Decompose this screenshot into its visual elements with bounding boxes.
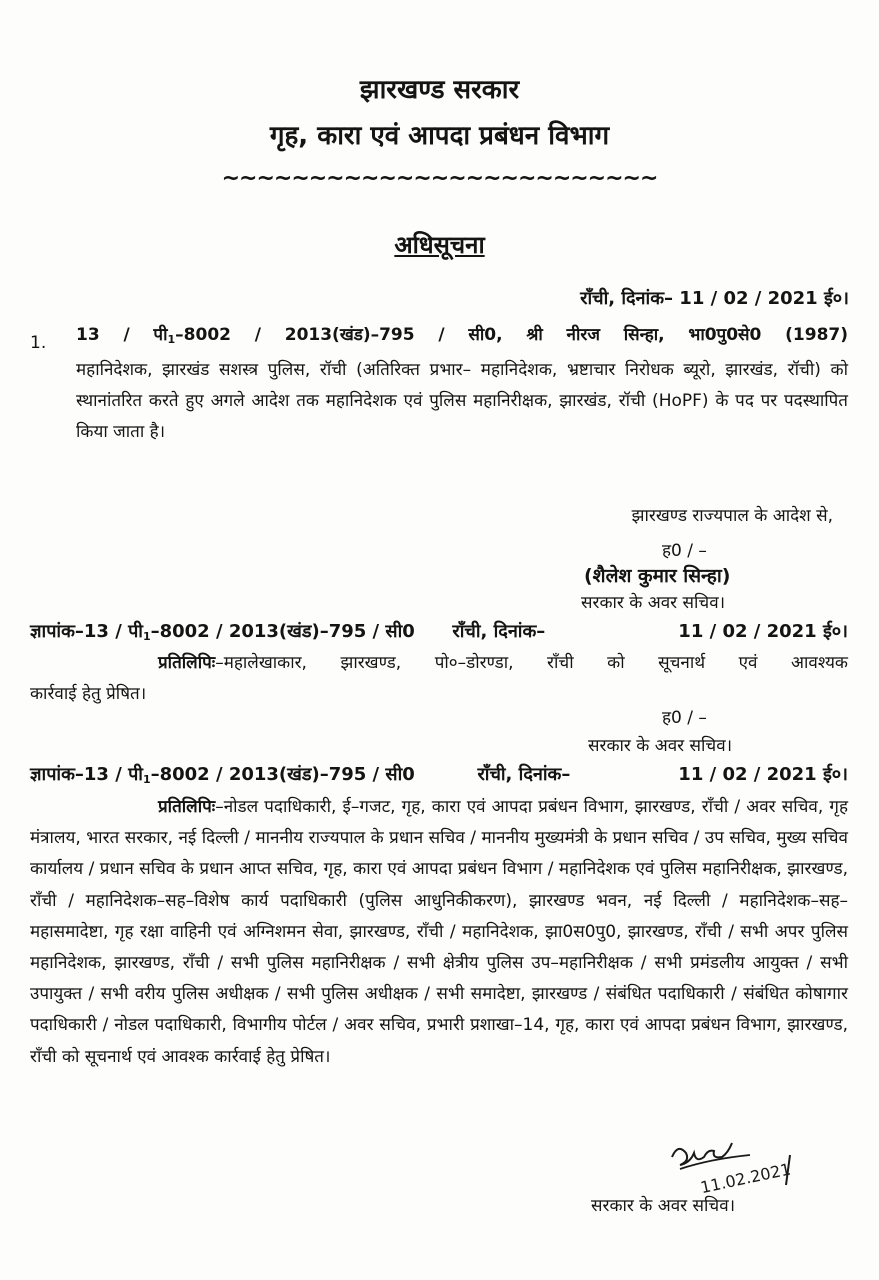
handwritten-date: 11.02.2021 bbox=[698, 1159, 793, 1198]
memo-number: ज्ञापांक–13 / $पी_1-8002$ / 2013(खंड)–795 / सी0 राँची, दिनांक– bbox=[30, 621, 546, 643]
header-separator: ~~~~~~~~~~~~~~~~~~~~~~~~~ bbox=[221, 166, 658, 191]
officer-designation: सरकार के अवर सचिव। bbox=[581, 593, 726, 613]
notification-heading: अधिसूचना bbox=[394, 231, 485, 259]
distribution-list: –नोडल पदाधिकारी, ई–गजट, गृह, कारा एवं आपदा प्रबंधन विभाग, झारखण्ड, राँची / अवर सचिव, गृह मंत्रालय, भारत सरकार, नई दिल्ली / माननीय राज्यपाल के प्रधान सचिव / माननीय मुख्यमंत्री के प्रधान सचिव / उप सचिव, मुख्य सचिव कार्यालय / प्रधान सचिव के प्रधान आप्त सचिव, गृह, कारा एवं आपदा प्रबंधन विभाग / महानिदेशक एवं पुलिस महानिरीक्षक, झारखण्ड, राँची / महानिदेशक–सह–विशेष कार्य पदाधिकारी (पुलिस आधुनिकीकरण), झारखण्ड भवन, नई दिल्ली / महानिदेशक–सह–महासमादेष्टा, गृह रक्षा वाहिनी एवं अग्निशमन सेवा, झारखण्ड, राँची / महानिदेशक, झा0स0पु0, झारखण्ड, राँची / सभी अपर पुलिस महानिदेशक, झारखण्ड, राँची / सभी पुलिस महानिरीक्षक / सभी क्षेत्रीय पुलिस उप–महानिरीक्षक / सभी प्रमंडलीय आयुक्त / सभी उपायुक्त / सभी वरीय पुलिस अधीक्षक / सभी पुलिस अधीक्षक / सभी समादेष्टा, झारखण्ड / संबंधित पदाधिकारी / संबंधित कोषागार पदाधिकारी / नोडल पदाधिकारी, विभागीय पोर्टल / अवर सचिव, प्रभारी प्रशाखा–14, गृह, कारा एवं आपदा प्रबंधन विभाग, झारखण्ड, राँची को सूचनार्थ एवं आवश्क कार्रवाई हेतु प्रेषित। bbox=[30, 797, 848, 1067]
officer-name: (शैलेश कुमार सिन्हा) bbox=[584, 565, 731, 587]
copy-label-2: प्रतिलिपिः bbox=[158, 797, 216, 817]
department-title: गृह, कारा एवं आपदा प्रबंधन विभाग bbox=[269, 121, 610, 151]
memo-reference-1 bbox=[30, 619, 848, 643]
item-number: 1. bbox=[30, 333, 47, 353]
by-order-line: झारखण्ड राज्यपाल के आदेश से, bbox=[631, 506, 833, 526]
final-designation: सरकार के अवर सचिव। bbox=[591, 1196, 736, 1216]
copy-paragraph-1: प्रतिलिपिः–महालेखाकार, झारखण्ड, पो०–डोरण्डा, राँची को सूचनार्थ एवं आवश्यक कार्रवाई हेतु प्रेषित। bbox=[30, 653, 848, 704]
memo-date-2: 11 / 02 / 2021 ई०। bbox=[678, 764, 848, 785]
designation-2: सरकार के अवर सचिव। bbox=[588, 736, 733, 756]
notification-body: महानिदेशक, झारखंड सशस्त्र पुलिस, रॉची (अतिरिक्त प्रभार– महानिदेशक, भ्रष्टाचार निरोधक ब्यूरो, झारखंड, रॉची) को स्थानांतरित करते हुए अगले आदेश तक महानिदेशक एवं पुलिस महानिरीक्षक, झारखंड, रॉची (HoPF) के पद पर पदस्थापित किया जाता है। bbox=[76, 360, 848, 442]
notification-date: राँची, दिनांक– 11 / 02 / 2021 ई०। bbox=[580, 288, 849, 309]
signed-mark-2: ह0 / – bbox=[662, 708, 707, 728]
memo-date: 11 / 02 / 2021 ई०। bbox=[678, 621, 848, 642]
notification-paragraph bbox=[76, 320, 848, 448]
government-title: झारखण्ड सरकार bbox=[359, 75, 520, 105]
notification-reference: $13 / पी_1-8002$ / 2013(खंड)–795 / सी0, श्री नीरज सिन्हा, भा0पु0से0 (1987) bbox=[76, 325, 849, 346]
copy-paragraph-2 bbox=[30, 792, 848, 1073]
memo-reference-2 bbox=[30, 762, 848, 786]
memo-number-2: ज्ञापांक–13 / $पी_1-8002$ / 2013(खंड)–795 / सी0 राँची, दिनांक– bbox=[30, 764, 571, 786]
signed-mark: ह0 / – bbox=[662, 541, 707, 561]
copy-label: प्रतिलिपिः bbox=[158, 653, 216, 673]
